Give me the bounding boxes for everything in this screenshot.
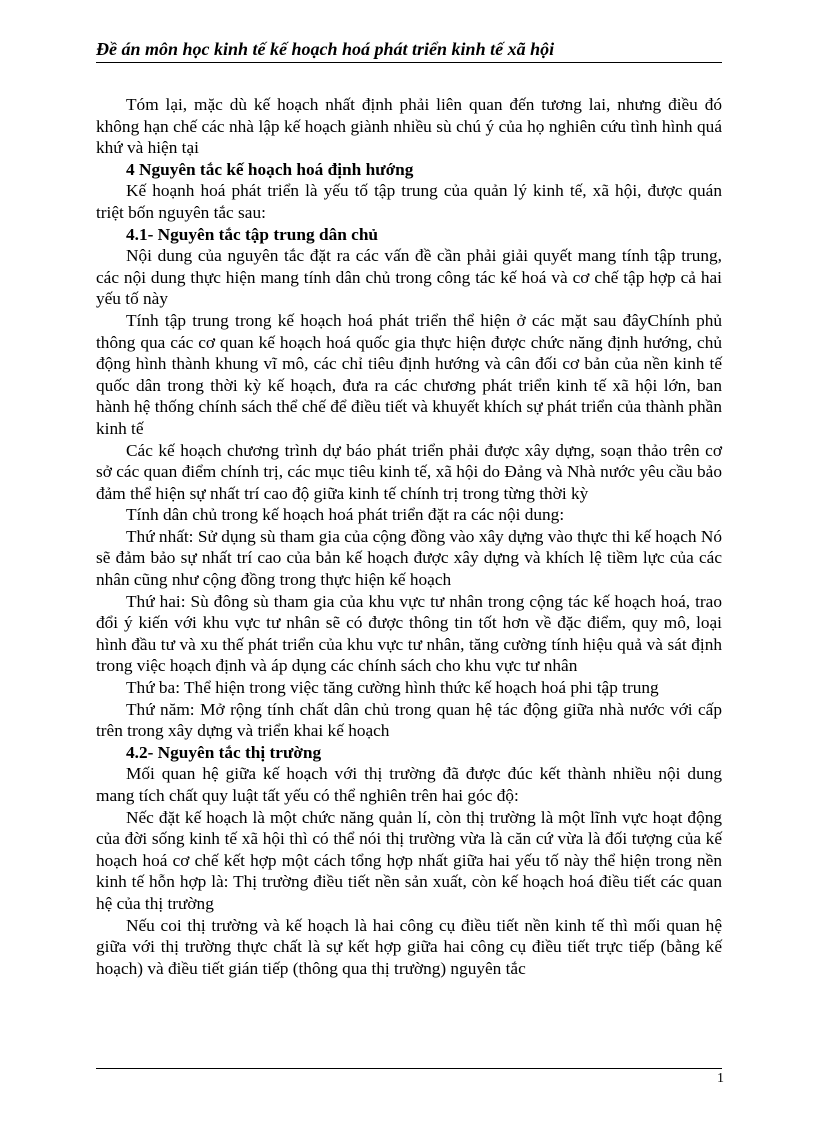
body-paragraph: Nếu coi thị trường và kế hoạch là hai công cụ điều tiết nền kinh tế thì mối quan hệ giữa với thị trường thực chất là sự kết hợp giữa hai công cụ điều tiết trực tiếp (bằng kế hoạch) và điều tiết gián tiếp (thông qua thị trường) nguyên tắc (96, 915, 722, 978)
body-paragraph: Tóm lại, mặc dù kế hoạch nhất định phải liên quan đến tương lai, nhưng điều đó không hạn chế các nhà lập kế hoạch giành nhiều sù chú ý của họ nghiên cứu tình hình quá khứ và hiện tại (96, 95, 722, 158)
body-paragraph: Thứ nhất: Sử dụng sù tham gia của cộng đồng vào xây dựng vào thực thi kế hoạch Nó sẽ đảm bảo sự nhất trí cao của bản kế hoạch được xây dựng và khích lệ tiềm lực của các nhân cũng như cộng đồng trong thực hiện kế hoạch (96, 526, 722, 590)
body-paragraph: Kế hoạnh hoá phát triển là yếu tố tập trung của quản lý kinh tế, xã hội, được quán triệt bốn nguyên tắc sau: (96, 181, 722, 222)
page-header-title: Đề án môn học kinh tế kế hoạch hoá phát triển kinh tế xã hội (96, 38, 722, 63)
footer-divider (96, 1068, 722, 1069)
body-paragraph: Thứ ba: Thể hiện trong việc tăng cường hình thức kế hoạch hoá phi tập trung (126, 678, 659, 698)
section-heading: 4 Nguyên tắc kế hoạch hoá định hướng (126, 159, 414, 179)
body-paragraph: Tính dân chủ trong kế hoạch hoá phát triển đặt ra các nội dung: (126, 505, 565, 525)
body-paragraph: Các kế hoạch chương trình dự báo phát triển phải được xây dựng, soạn thảo trên cơ sở các quan điểm chính trị, các mục tiêu kinh tế, xã hội do Đảng và Nhà nước yêu cầu bảo đảm thể hiện sự nhất trí cao độ giữa kinh tế chính trị trong từng thời kỳ (96, 440, 722, 503)
body-paragraph: Nếc đặt kế hoạch là một chức năng quản lí, còn thị trường là một lĩnh vực hoạt động của đời sống kinh tế xã hội thì có thể nói thị trường vừa là căn cứ vừa là đối tượng của kế hoạch hoá cơ chế kết hợp một cách tổng hợp nhất giữa hai yếu tố này thể hiện trong nền kinh tế hỗn hợp là: Thị trường điều tiết nền sản xuất, còn kế hoạch hoá điều tiết các quan hệ của thị trường (96, 807, 722, 913)
body-paragraph: Mối quan hệ giữa kế hoạch với thị trường đã được đúc kết thành nhiều nội dung mang tích chất quy luật tất yếu có thể nghiên trên hai góc độ: (96, 764, 722, 805)
body-paragraph: Tính tập trung trong kế hoạch hoá phát triển thể hiện ở các mặt sau đâyChính phủ thông qua các cơ quan kế hoạch hoá quốc gia thực hiện được chức năng định hướng, chủ động hình thành khung vĩ mô, các chỉ tiêu định hướng và cân đối cơ bản của nền kinh tế quốc dân trong thời kỳ kế hoạch, đưa ra các chương phát triển kinh tế xã hội lớn, ban hành hệ thống chính sách thể chế để điều tiết và khuyết khích sự phát triển của thành phần kinh tế (96, 310, 722, 438)
page-number: 1 (717, 1071, 724, 1086)
body-paragraph: Thứ hai: Sù đông sù tham gia của khu vực tư nhân trong cộng tác kế hoạch hoá, trao đổi ý kiến với khu vực tư nhân sẽ có được thông tin tốt hơn về đặc điểm, quy mô, loại hình đầu tư và xu thế phát triển của khu vực tư nhân, tăng cường tính hiệu quả và sát định trong việc hoạch định và áp dụng các chính sách cho khu vực tư nhân (96, 591, 722, 676)
body-paragraph: Thứ năm: Mở rộng tính chất dân chủ trong quan hệ tác động giữa nhà nước với cấp trên trong xây dựng và triển khai kế hoạch (96, 699, 722, 741)
section-heading: 4.1- Nguyên tắc tập trung dân chủ (126, 224, 379, 244)
body-paragraph: Nội dung của nguyên tắc đặt ra các vấn đề cần phải giải quyết mang tính tập trung, các nội dung thực hiện mang tính dân chủ trong công tác kế hoá và cơ chế tập hợp cả hai yếu tố này (96, 246, 722, 309)
section-heading: 4.2- Nguyên tắc thị trường (126, 742, 322, 762)
document-body (96, 94, 722, 979)
